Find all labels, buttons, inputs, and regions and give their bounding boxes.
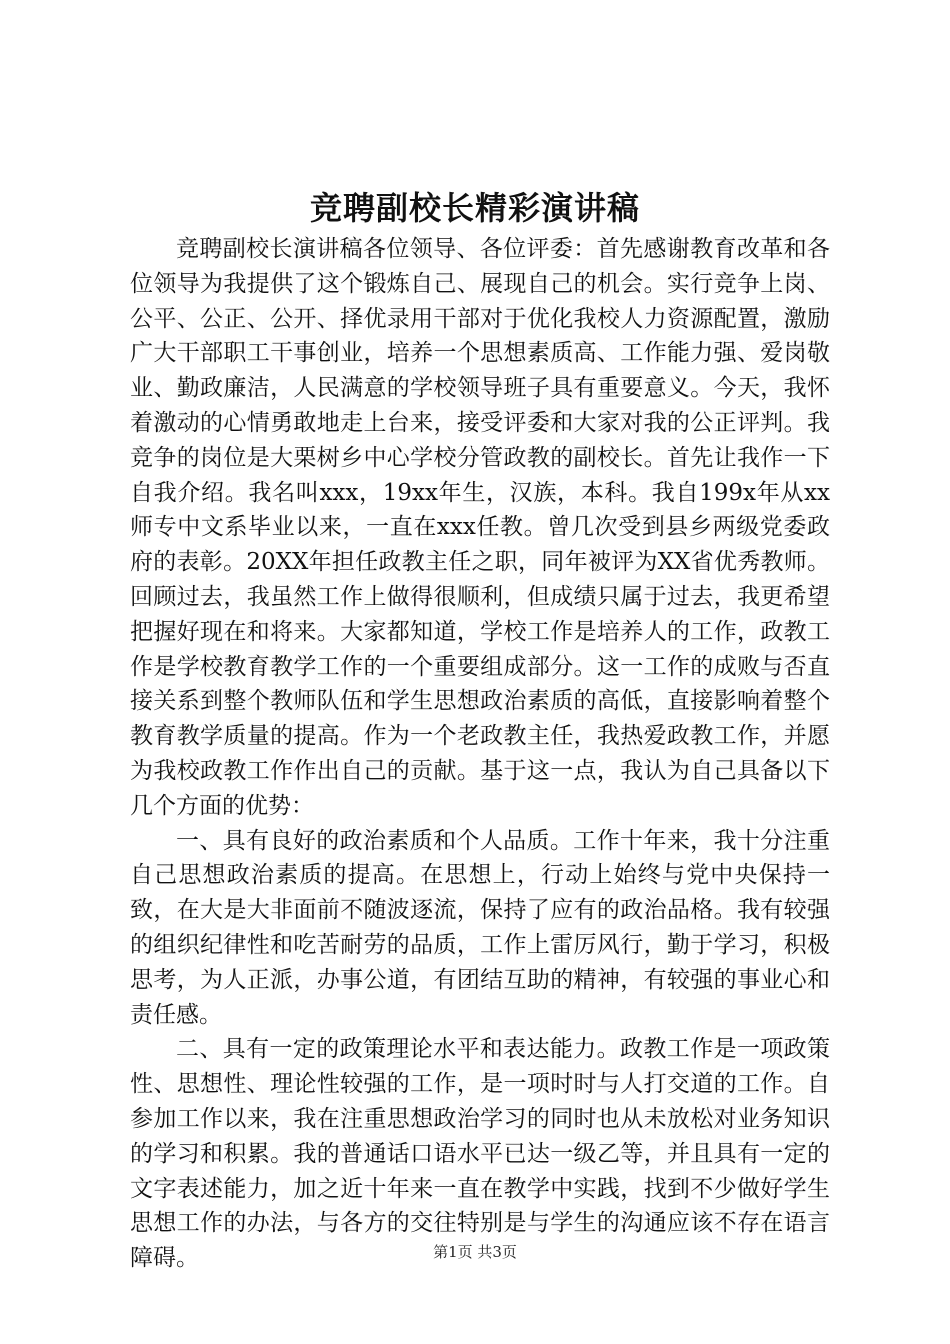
document-title: 竞聘副校长精彩演讲稿	[309, 189, 640, 227]
page-footer: 第1页 共3页	[433, 1243, 517, 1261]
document-body	[130, 232, 830, 1276]
paragraph-point-one: 一、具有良好的政治素质和个人品质。工作十年来，我十分注重自己思想政治素质的提高。在思想上，行动上始终与党中央保持一致，在大是大非面前不随波逐流，保持了应有的政治品格。我有较强的组织纪律性和吃苦耐劳的品质，工作上雷厉风行，勤于学习，积极思考，为人正派，办事公道，有团结互助的精神，有较强的事业心和责任感。	[130, 827, 830, 1028]
paragraph-point-two: 二、具有一定的政策理论水平和表达能力。政教工作是一项政策性、思想性、理论性较强的工作，是一项时时与人打交道的工作。自参加工作以来，我在注重思想政治学习的同时也从未放松对业务知识的学习和积累。我的普通话口语水平已达一级乙等，并且具有一定的文字表述能力，加之近十年来一直在教学中实践，找到不少做好学生思想工作的办法，与各方的交往特别是与学生的沟通应该不存在语言障碍。	[130, 1036, 830, 1272]
paragraph-intro: 竞聘副校长演讲稿各位领导、各位评委：首先感谢教育改革和各位领导为我提供了这个锻炼自己、展现自己的机会。实行竞争上岗、公平、公正、公开、择优录用干部对于优化我校人力资源配置，激励广大干部职工干事创业，培养一个思想素质高、工作能力强、爱岗敬业、勤政廉洁，人民满意的学校领导班子具有重要意义。今天，我怀着激动的心情勇敢地走上台来，接受评委和大家对我的公正评判。我竞争的岗位是大栗树乡中心学校分管政教的副校长。首先让我作一下自我介绍。我名叫xxx，19xx年生，汉族，本科。我自199x年从xx师专中文系毕业以来，一直在xxx任教。曾几次受到县乡两级党委政府的表彰。20XX年担任政教主任之职，同年被评为XX省优秀教师。回顾过去，我虽然工作上做得很顺利，但成绩只属于过去，我更希望把握好现在和将来。大家都知道，学校工作是培养人的工作，政教工作是学校教育教学工作的一个重要组成部分。这一工作的成败与否直接关系到整个教师队伍和学生思想政治素质的高低，直接影响着整个教育教学质量的提高。作为一个老政教主任，我热爱政教工作，并愿为我校政教工作作出自己的贡献。基于这一点，我认为自己具备以下几个方面的优势：	[130, 236, 830, 819]
